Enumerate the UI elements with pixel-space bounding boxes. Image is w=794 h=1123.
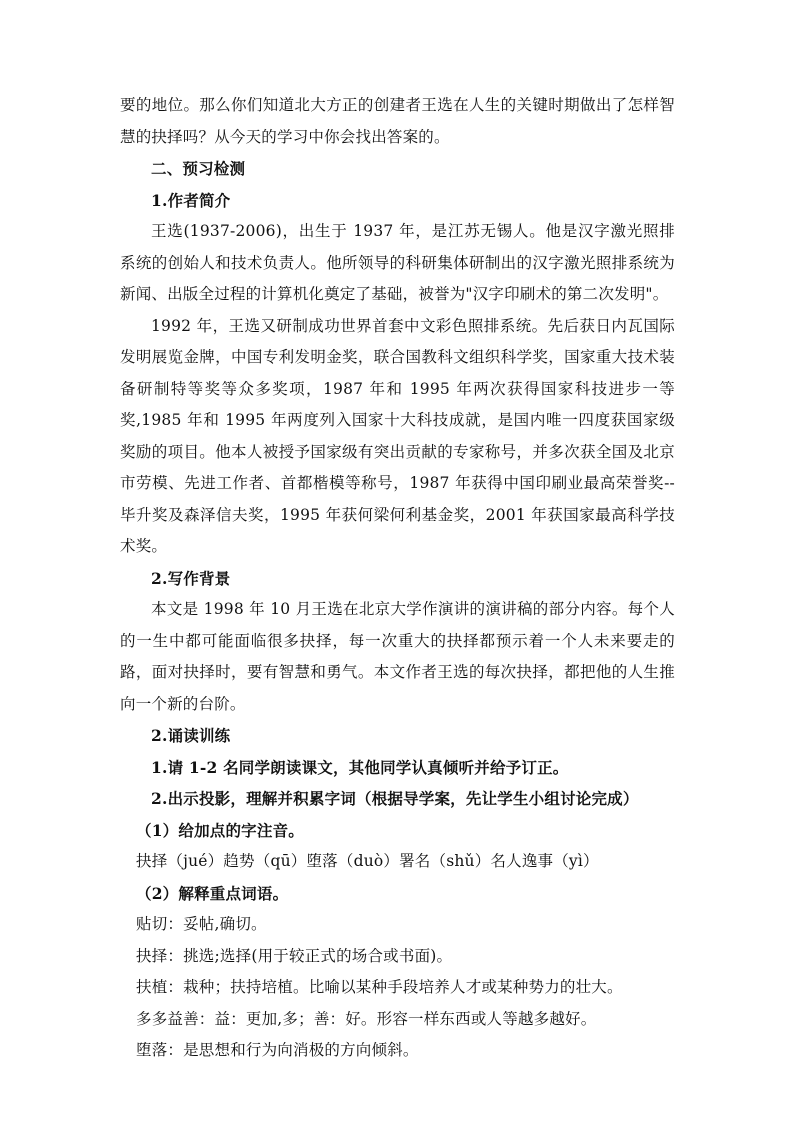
task-vocabulary: 2.出示投影，理解并积累字词（根据导学案，先让学生小组讨论完成）	[151, 789, 639, 808]
word-definition-tieqie: 贴切：妥帖,确切。	[136, 915, 267, 933]
question-pinyin: （1）给加点的字注音。	[136, 820, 304, 840]
word-definition-duoduoyishan: 多多益善：益：更加,多；善：好。形容一样东西或人等越多越好。	[136, 1009, 597, 1028]
task-read-aloud: 1.请 1-2 名同学朗读课文，其他同学认真倾听并给予订正。	[151, 757, 569, 777]
word-definition-fuzhi: 扶植：栽种；扶持培植。比喻以某种手段培养人才或某种势力的壮大。	[136, 978, 623, 996]
subheading-writing-background: 2.写作背景	[151, 568, 231, 588]
author-bio-paragraph-2: 1992 年，王选又研制成功世界首套中文彩色照排系统。先后获日内瓦国际发明展览金牌，中国专利发明金奖，联合国教科文组织科学奖，国家重大技术装备研制特等奖等众多奖项，1987 年和 1995 年两次获得国家科技进步一等奖,1985 年和 1995 年两度列入国家十大科技成就，是国内唯一四度获国家级奖励的项目。他本人被授予国家级有突出贡献的专家称号，并多次获全国及北京市劳模、先进工作者、首都楷模等称号，1987 年获得中国印刷业最高荣誉奖--毕升奖及森泽信夫奖，1995 年获何梁何利基金奖，2001 年获国家最高科学技术奖。	[120, 316, 675, 555]
subheading-author-intro: 1.作者简介	[151, 190, 231, 210]
word-definition-jueze: 抉择：挑选;选择(用于较正式的场合或书面)。	[136, 946, 453, 965]
document-body	[120, 90, 675, 1067]
pinyin-answers: 抉择（jué）趋势（qū）堕落（duò）署名（shǔ）名人逸事（yì）	[136, 852, 599, 870]
intro-paragraph: 要的地位。那么你们知道北大方正的创建者王选在人生的关键时期做出了怎样智慧的抉择吗？从今天的学习中你会找出答案的。	[120, 96, 675, 146]
author-bio-paragraph-1: 王选(1937-2006)，出生于 1937 年，是江苏无锡人。他是汉字激光照排系统的创始人和技术负责人。他所领导的科研集体研制出的汉字激光照排系统为新闻、出版全过程的计算机化奠定了基础，被誉为"汉字印刷术的第二次发明"。	[120, 222, 675, 303]
background-paragraph: 本文是 1998 年 10 月王选在北京大学作演讲的演讲稿的部分内容。每个人的一生中都可能面临很多抉择，每一次重大的抉择都预示着一个人未来要走的路，面对抉择时，要有智慧和勇气。本文作者王选的每次抉择，都把他的人生推向一个新的台阶。	[120, 600, 675, 713]
section-heading-preview-check: 二、预习检测	[151, 159, 246, 178]
question-word-meaning: （2）解释重点词语。	[136, 883, 289, 903]
subheading-reading-training: 2.诵读训练	[151, 726, 231, 745]
word-definition-duoluo: 堕落：是思想和行为向消极的方向倾斜。	[136, 1041, 419, 1059]
